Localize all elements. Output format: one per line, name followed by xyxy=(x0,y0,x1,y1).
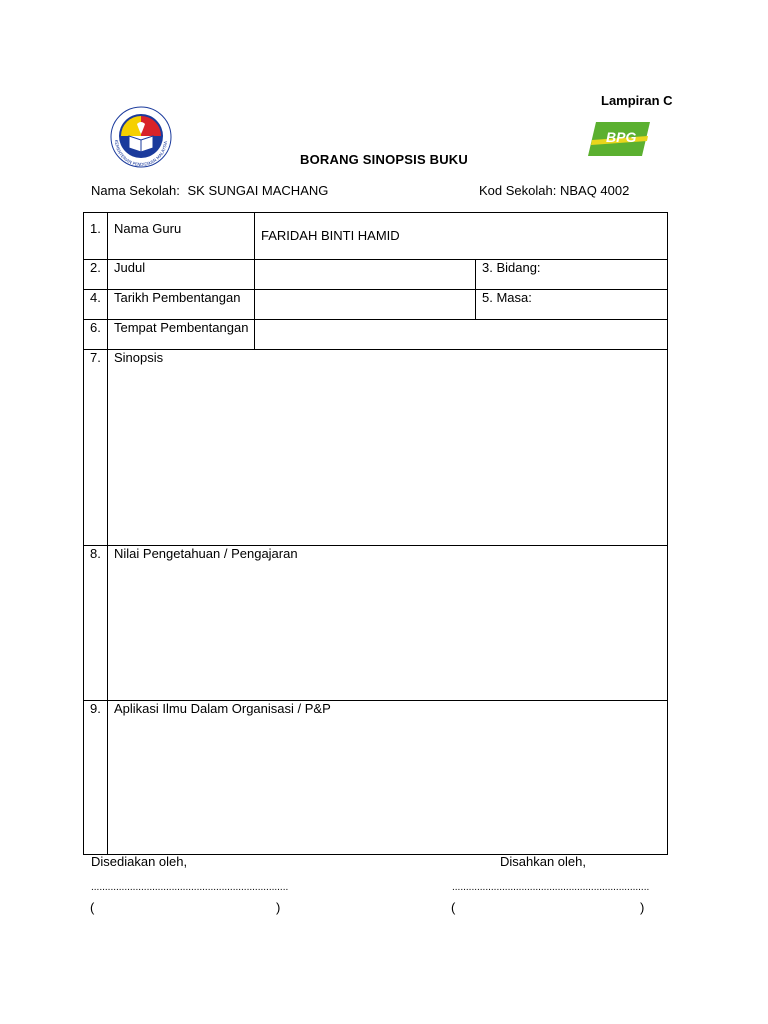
form-row-teacher-name xyxy=(84,213,668,260)
synopsis-form-table xyxy=(83,212,668,855)
crest-arc-text: KEMENTERIAN PENDIDIKAN MALAYSIA xyxy=(113,139,169,168)
time-field[interactable]: 5. Masa: xyxy=(476,290,668,320)
form-row-knowledge-application xyxy=(84,701,668,855)
approved-by-label: Disahkan oleh, xyxy=(500,854,586,869)
presentation-venue-field[interactable] xyxy=(255,320,668,350)
form-row-title xyxy=(84,260,668,290)
row-number: 8. xyxy=(84,546,108,701)
knowledge-application-field[interactable] xyxy=(108,701,668,855)
prepared-by-label: Disediakan oleh, xyxy=(91,854,188,869)
school-code-line xyxy=(479,183,629,198)
school-code-label: Kod Sekolah: xyxy=(479,183,557,198)
form-title: BORANG SINOPSIS BUKU xyxy=(300,152,468,167)
knowledge-value-label: Nilai Pengetahuan / Pengajaran xyxy=(114,546,298,561)
teacher-name-field[interactable]: FARIDAH BINTI HAMID xyxy=(255,213,668,260)
form-row-presentation-venue xyxy=(84,320,668,350)
form-row-presentation-date xyxy=(84,290,668,320)
title-field[interactable] xyxy=(255,260,476,290)
school-code-value: NBAQ 4002 xyxy=(559,183,630,198)
presentation-date-field[interactable] xyxy=(255,290,476,320)
prepared-by-close-paren: ) xyxy=(276,900,281,915)
school-name-line xyxy=(91,183,328,198)
field-area-field[interactable]: 3. Bidang: xyxy=(476,260,668,290)
approved-by-open-paren: ( xyxy=(451,900,456,915)
bpg-logo-text: BPG xyxy=(606,129,637,145)
presentation-venue-label: Tempat Pembentangan xyxy=(108,320,255,350)
row-number: 6. xyxy=(84,320,108,350)
prepared-by-signature-line: ....................................................................... xyxy=(91,882,289,893)
synopsis-field[interactable] xyxy=(108,350,668,546)
row-number: 1. xyxy=(84,213,108,260)
prepared-by-open-paren: ( xyxy=(90,900,95,915)
presentation-date-label: Tarikh Pembentangan xyxy=(108,290,255,320)
row-number: 4. xyxy=(84,290,108,320)
synopsis-label: Sinopsis xyxy=(114,350,164,365)
title-label: Judul xyxy=(108,260,255,290)
approved-by-close-paren: ) xyxy=(640,900,645,915)
form-row-synopsis xyxy=(84,350,668,546)
row-number: 2. xyxy=(84,260,108,290)
school-name-label: Nama Sekolah: xyxy=(91,183,180,198)
knowledge-application-label: Aplikasi Ilmu Dalam Organisasi / P&P xyxy=(114,701,331,716)
row-number: 7. xyxy=(84,350,108,546)
knowledge-value-field[interactable] xyxy=(108,546,668,701)
attachment-label: Lampiran C xyxy=(601,93,673,108)
teacher-name-label: Nama Guru xyxy=(108,213,255,260)
approved-by-signature-line: ....................................................................... xyxy=(452,882,650,893)
school-name-value: SK SUNGAI MACHANG xyxy=(187,183,329,198)
row-number: 9. xyxy=(84,701,108,855)
form-row-knowledge-value xyxy=(84,546,668,701)
